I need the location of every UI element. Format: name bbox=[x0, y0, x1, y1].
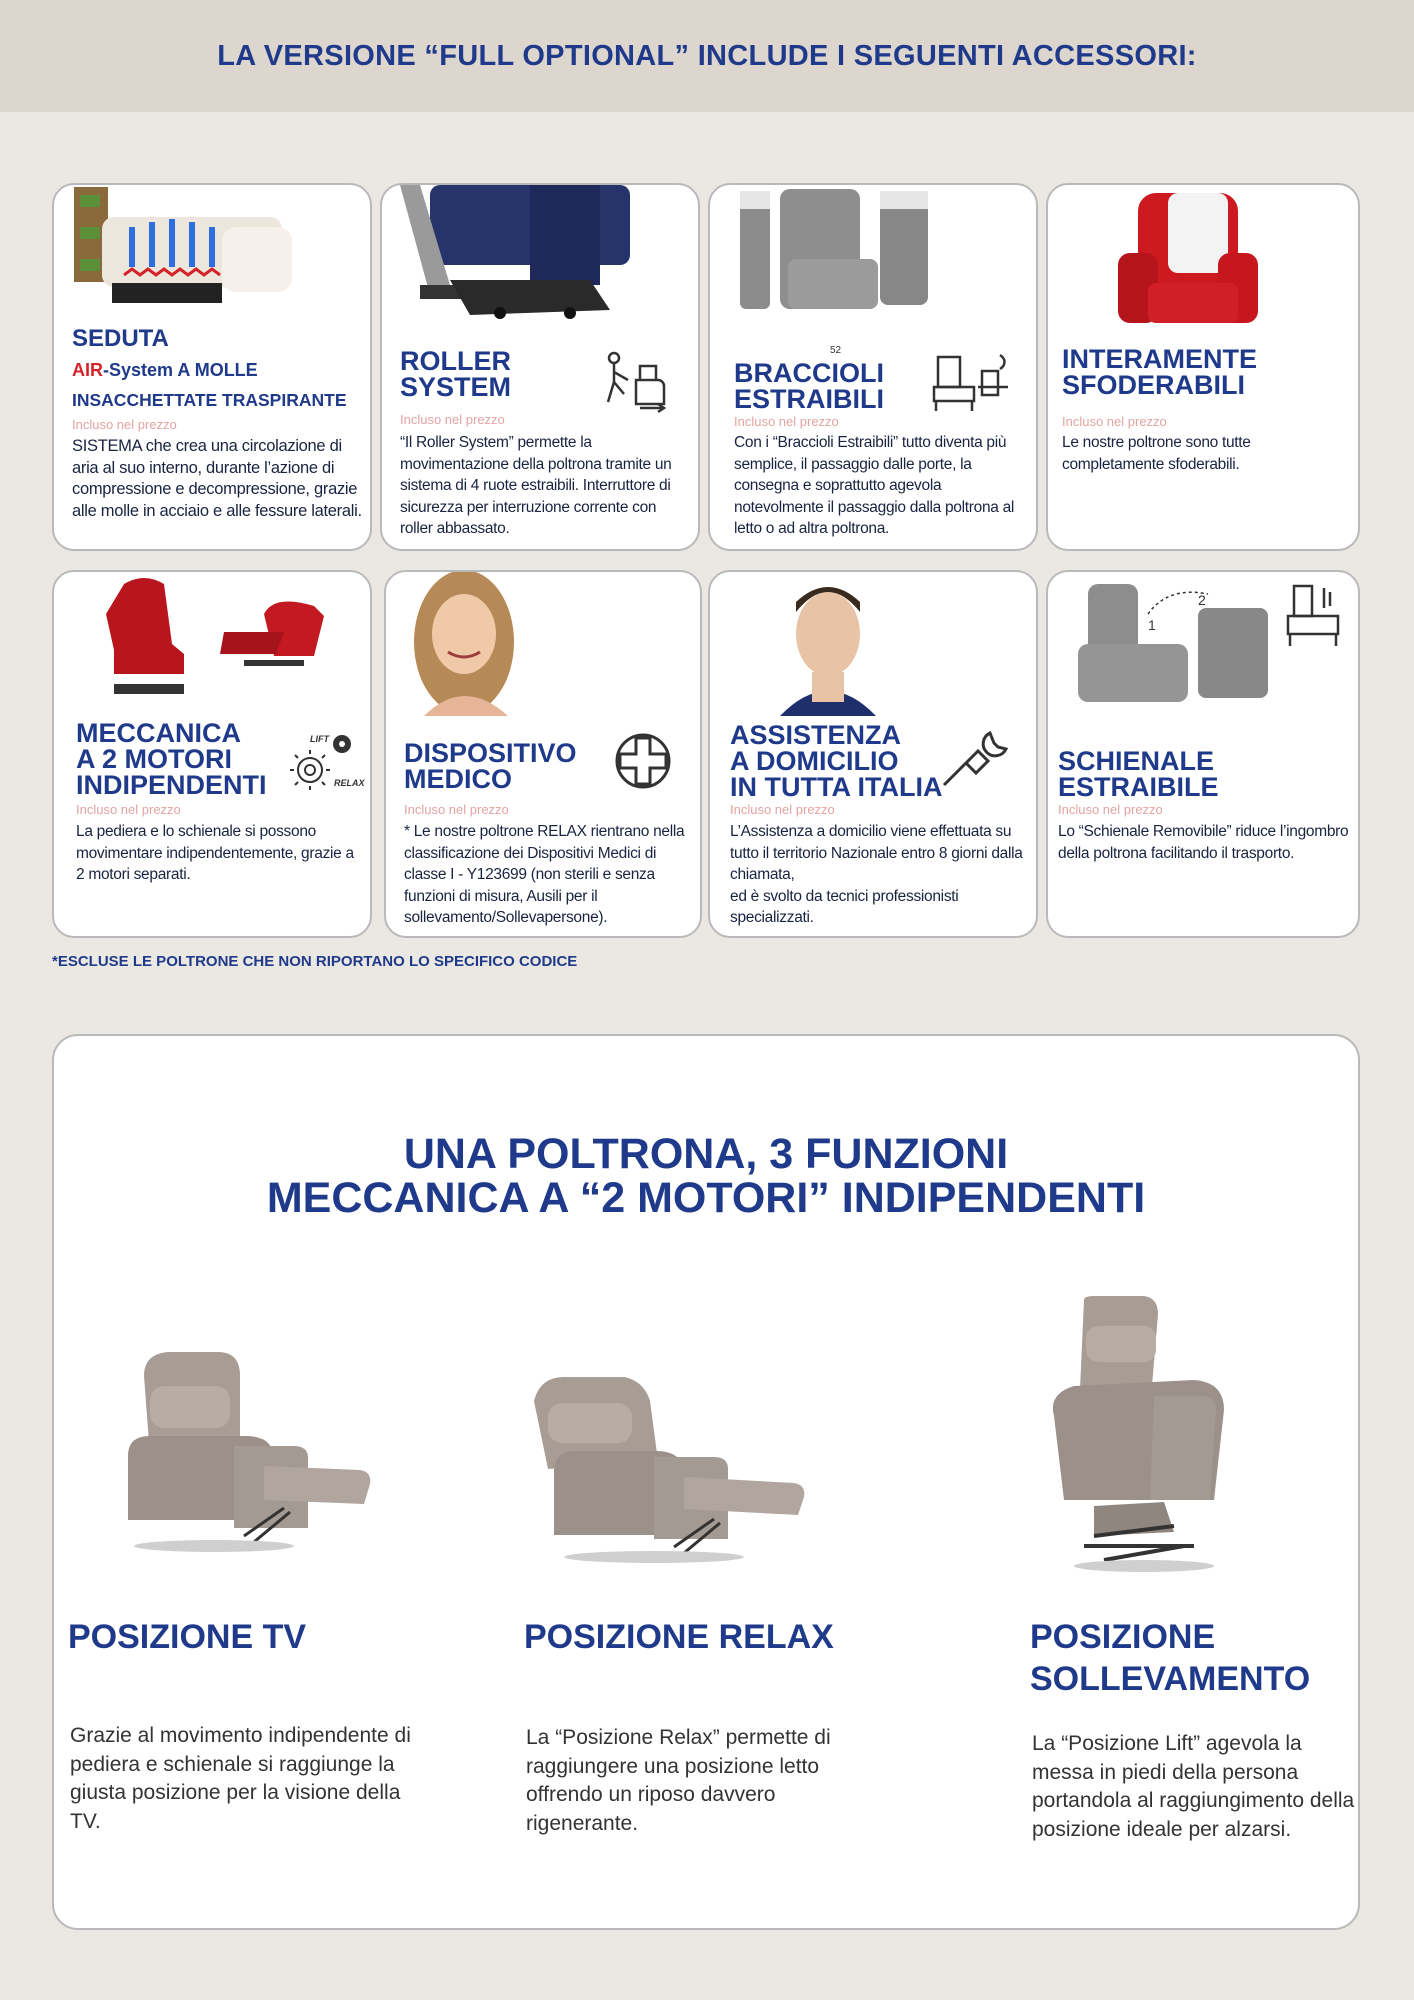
air-system-label: -System A MOLLE bbox=[103, 360, 258, 380]
step-2-label: 2 bbox=[1198, 592, 1206, 608]
card-braccioli-estraibili bbox=[708, 183, 1038, 551]
card-title: SCHIENALE ESTRAIBILE bbox=[1058, 746, 1219, 802]
removable-armrests-image bbox=[740, 189, 990, 339]
card-description: “Il Roller System” permette la movimentazione della poltrona tramite un sistema di 4 ruote estraibili. Interruttore di sicurezza per interruzione corrente con roller abbassato. bbox=[400, 434, 672, 537]
backrest-removal-icon bbox=[1284, 580, 1350, 656]
card-interamente-sfoderabili bbox=[1046, 183, 1360, 551]
armrest-removal-icon bbox=[928, 347, 1012, 417]
two-motor-chair-image bbox=[94, 574, 354, 706]
included-label: Incluso nel prezzo bbox=[1058, 802, 1163, 817]
air-system-seat-image bbox=[72, 187, 312, 313]
lift-icon-label: LIFT bbox=[310, 734, 329, 744]
card-schienale-estraibile bbox=[1046, 570, 1360, 938]
card-description: Le nostre poltrone sono tutte completamente sfoderabili. bbox=[1062, 434, 1251, 473]
removable-backrest-image bbox=[1078, 584, 1278, 708]
chair-lift-position-image bbox=[1034, 1296, 1234, 1586]
included-label: Incluso nel prezzo bbox=[404, 802, 509, 817]
included-label: Incluso nel prezzo bbox=[400, 412, 505, 427]
medical-cross-icon bbox=[614, 732, 672, 790]
card-description: Lo “Schienale Removibile” riduce l’ingombro della poltrona facilitando il trasporto. bbox=[1058, 823, 1349, 862]
included-label: Incluso nel prezzo bbox=[76, 802, 181, 817]
included-label: Incluso nel prezzo bbox=[730, 802, 835, 817]
position-tv-title: POSIZIONE TV bbox=[68, 1618, 307, 1656]
panel-title-line2: MECCANICA A “2 MOTORI” INDIPENDENTI bbox=[266, 1174, 1146, 1222]
technician-portrait-image bbox=[760, 572, 896, 716]
card-description: La pediera e lo schienale si possono movimentare indipendentemente, grazie a 2 motori separati. bbox=[76, 823, 354, 883]
card-title: INTERAMENTE SFODERABILI bbox=[1062, 344, 1257, 400]
card-roller-system bbox=[380, 183, 700, 551]
subtitle-traspirante: INSACCHETTATE TRASPIRANTE bbox=[72, 390, 347, 410]
card-title: ASSISTENZA A DOMICILIO IN TUTTA ITALIA bbox=[730, 720, 943, 802]
position-tv-description: Grazie al movimento indipendente di pediera e schienale si raggiunge la giusta posizione per la visione della TV. bbox=[70, 1724, 411, 1833]
card-meccanica-2-motori bbox=[52, 570, 372, 938]
card-title: SEDUTA bbox=[72, 325, 169, 352]
card-description: * Le nostre poltrone RELAX rientrano nella classificazione dei Dispositivi Medici di classe I - Y123699 (non sterili e senza funzioni di misura, Ausili per il sollevamento/Sollevapersone). bbox=[404, 823, 685, 926]
step-1-label: 1 bbox=[1148, 617, 1156, 633]
card-seduta bbox=[52, 183, 372, 551]
air-label: AIR bbox=[72, 360, 103, 380]
woman-portrait-image bbox=[404, 572, 526, 716]
plug-wrench-icon bbox=[938, 727, 1014, 791]
position-lift-description: La “Posizione Lift” agevola la messa in piedi della persona portandola al raggiungimento della posizione ideale per alzarsi. bbox=[1032, 1732, 1355, 1841]
page-title: LA VERSIONE “FULL OPTIONAL” INCLUDE I SEGUENTI ACCESSORI: bbox=[217, 39, 1197, 72]
card-dispositivo-medico bbox=[384, 570, 702, 938]
air-system-subtitle bbox=[72, 360, 258, 381]
footnote: *ESCLUSE LE POLTRONE CHE NON RIPORTANO LO SPECIFICO CODICE bbox=[52, 953, 578, 970]
relax-icon-label: RELAX bbox=[334, 778, 365, 788]
header-bar bbox=[0, 0, 1414, 112]
roller-system-image bbox=[390, 185, 660, 325]
card-description: SISTEMA che crea una circolazione di aria al suo interno, durante l’azione di compressione e decompressione, grazie alle molle in acciaio e alle fessure laterali. bbox=[72, 437, 362, 520]
card-description: Con i “Braccioli Estraibili” tutto diventa più semplice, il passaggio dalle porte, la consegna e soprattutto agevola notevolmente il passaggio dalla poltrona al letto o ad altra poltrona. bbox=[734, 434, 1015, 537]
card-title: MECCANICA A 2 MOTORI INDIPENDENTI bbox=[76, 718, 267, 800]
roller-chair-icon bbox=[600, 350, 672, 416]
included-label: Incluso nel prezzo bbox=[1062, 414, 1167, 429]
chair-relax-position-image bbox=[524, 1361, 814, 1571]
card-assistenza-domicilio bbox=[708, 570, 1038, 938]
measure-label: 52 bbox=[830, 345, 842, 356]
panel-title-line1: UNA POLTRONA, 3 FUNZIONI bbox=[403, 1130, 1009, 1178]
card-description: L’Assistenza a domicilio viene effettuata su tutto il territorio Nazionale entro 8 giorni dalla chiamata, ed è svolto da tecnici professionisti specializzati. bbox=[730, 823, 1023, 926]
position-relax-description: La “Posizione Relax” permette di raggiungere una posizione letto offrendo un riposo davvero rigenerante. bbox=[526, 1726, 831, 1835]
included-label: Incluso nel prezzo bbox=[734, 414, 839, 429]
position-relax-title: POSIZIONE RELAX bbox=[524, 1618, 834, 1656]
card-title: ROLLER SYSTEM bbox=[400, 346, 512, 402]
card-title: BRACCIOLI ESTRAIBILI bbox=[734, 358, 885, 414]
position-lift-title: POSIZIONE SOLLEVAMENTO bbox=[1030, 1618, 1311, 1698]
chair-tv-position-image bbox=[124, 1346, 374, 1566]
removable-cover-chair-image bbox=[1108, 193, 1278, 333]
included-label: Incluso nel prezzo bbox=[72, 417, 177, 432]
functions-panel bbox=[52, 1034, 1360, 1930]
card-title: DISPOSITIVO MEDICO bbox=[404, 738, 577, 794]
